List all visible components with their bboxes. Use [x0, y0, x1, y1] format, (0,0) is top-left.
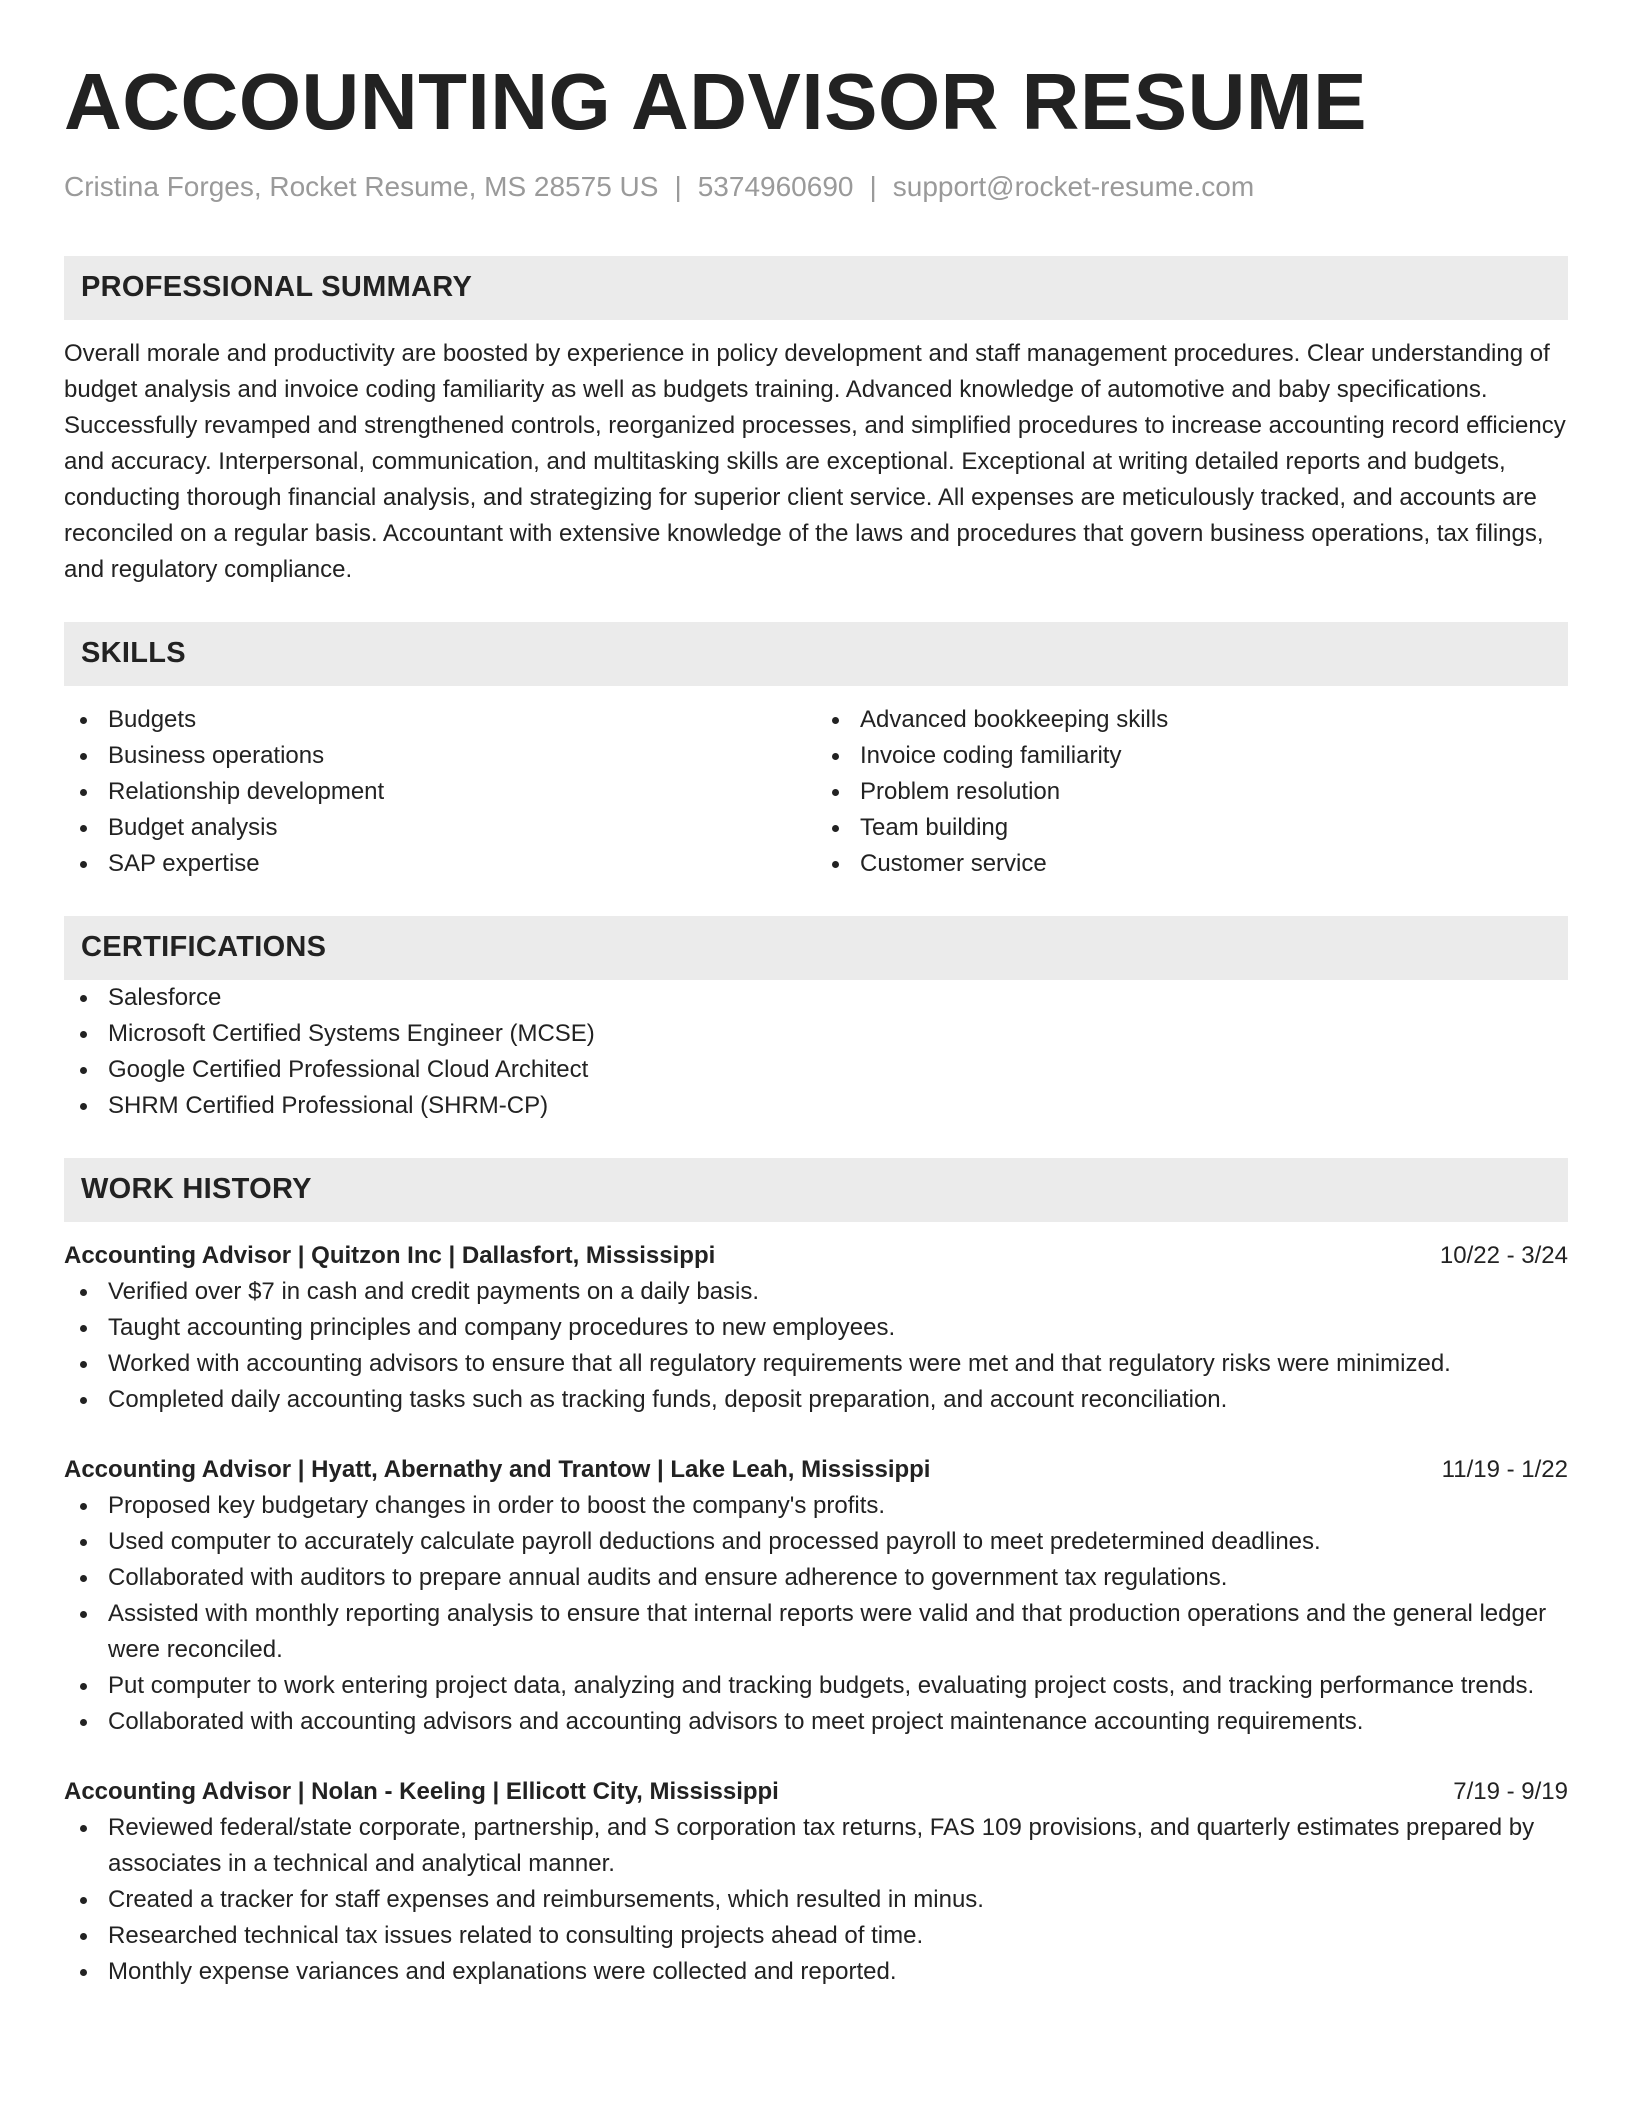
contact-line: [64, 170, 1568, 204]
skill-item: Problem resolution: [816, 774, 1568, 810]
summary-text: Overall morale and productivity are boosted by experience in policy development and staff management procedures. Clear understanding of budget analysis and invoice coding familiarity as well as budgets training. Advanced knowledge of automotive and baby specifications. Successfully revamped and strengthened controls, reorganized processes, and simplified procedures to increase accounting record efficiency and accuracy. Interpersonal, communication, and multitasking skills are exceptional. Exceptional at writing detailed reports and budgets, conducting thorough financial analysis, and strategizing for superior client service. All expenses are meticulously tracked, and accounts are reconciled on a regular basis. Accountant with extensive knowledge of the laws and procedures that govern business operations, tax filings, and regulatory compliance.: [64, 339, 1566, 583]
contact-separator: |: [869, 171, 877, 202]
job-bullets: [64, 1274, 1568, 1418]
job-title: Accounting Advisor | Hyatt, Abernathy and Trantow | Lake Leah, Mississippi: [64, 1455, 931, 1483]
contact-address: Cristina Forges, Rocket Resume, MS 28575 US: [64, 171, 659, 202]
contact-separator: |: [674, 171, 682, 202]
job-header: [64, 1238, 1568, 1274]
skills-grid: [64, 702, 1568, 882]
skills-list-left: [64, 702, 816, 882]
job-header: [64, 1452, 1568, 1488]
contact-email: support@rocket-resume.com: [892, 171, 1255, 202]
job-bullet: Monthly expense variances and explanations were collected and reported.: [64, 1954, 1568, 1990]
job-title: Accounting Advisor | Nolan - Keeling | Ellicott City, Mississippi: [64, 1777, 779, 1805]
skill-item: Business operations: [64, 738, 816, 774]
section-header-skills: SKILLS: [64, 622, 1568, 686]
job-bullet: Researched technical tax issues related to consulting projects ahead of time.: [64, 1918, 1568, 1954]
job-bullet: Assisted with monthly reporting analysis to ensure that internal reports were valid and that production operations and the general ledger were reconciled.: [64, 1596, 1568, 1668]
skill-item: Budget analysis: [64, 810, 816, 846]
job-bullet: Reviewed federal/state corporate, partnership, and S corporation tax returns, FAS 109 provisions, and quarterly estimates prepared by associates in a technical and analytical manner.: [64, 1810, 1568, 1882]
skill-item: Relationship development: [64, 774, 816, 810]
skill-item: SAP expertise: [64, 846, 816, 882]
job-entry: [64, 1452, 1568, 1740]
certification-item: Salesforce: [64, 980, 1568, 1016]
job-bullet: Collaborated with accounting advisors and accounting advisors to meet project maintenance accounting requirements.: [64, 1704, 1568, 1740]
job-entry: [64, 1774, 1568, 1990]
job-bullet: Verified over $7 in cash and credit payments on a daily basis.: [64, 1274, 1568, 1310]
job-bullet: Used computer to accurately calculate payroll deductions and processed payroll to meet predetermined deadlines.: [64, 1524, 1568, 1560]
skill-item: Advanced bookkeeping skills: [816, 702, 1568, 738]
job-bullet: Put computer to work entering project data, analyzing and tracking budgets, evaluating project costs, and tracking performance trends.: [64, 1668, 1568, 1704]
section-header-work-history: WORK HISTORY: [64, 1158, 1568, 1222]
resume-title: ACCOUNTING ADVISOR RESUME: [64, 57, 1367, 146]
job-dates: 7/19 - 9/19: [1453, 1777, 1568, 1805]
job-title: Accounting Advisor | Quitzon Inc | Dallasfort, Mississippi: [64, 1241, 716, 1269]
section-header-certifications: CERTIFICATIONS: [64, 916, 1568, 980]
skill-item: Customer service: [816, 846, 1568, 882]
job-dates: 11/19 - 1/22: [1441, 1455, 1568, 1483]
job-dates: 10/22 - 3/24: [1439, 1241, 1568, 1269]
job-bullet: Created a tracker for staff expenses and reimbursements, which resulted in minus.: [64, 1882, 1568, 1918]
certification-item: SHRM Certified Professional (SHRM-CP): [64, 1088, 1568, 1124]
job-header: [64, 1774, 1568, 1810]
job-bullets: [64, 1810, 1568, 1990]
job-bullet: Collaborated with auditors to prepare annual audits and ensure adherence to government tax regulations.: [64, 1560, 1568, 1596]
job-bullet: Proposed key budgetary changes in order to boost the company's profits.: [64, 1488, 1568, 1524]
job-entry: [64, 1238, 1568, 1418]
skill-item: Team building: [816, 810, 1568, 846]
skill-item: Budgets: [64, 702, 816, 738]
certifications-list: [64, 980, 1568, 1124]
section-header-summary: PROFESSIONAL SUMMARY: [64, 256, 1568, 320]
contact-phone: 5374960690: [697, 171, 854, 202]
certification-item: Microsoft Certified Systems Engineer (MCSE): [64, 1016, 1568, 1052]
job-bullet: Completed daily accounting tasks such as tracking funds, deposit preparation, and account reconciliation.: [64, 1382, 1568, 1418]
certification-item: Google Certified Professional Cloud Architect: [64, 1052, 1568, 1088]
job-bullet: Worked with accounting advisors to ensure that all regulatory requirements were met and that regulatory risks were minimized.: [64, 1346, 1568, 1382]
job-bullets: [64, 1488, 1568, 1740]
job-bullet: Taught accounting principles and company procedures to new employees.: [64, 1310, 1568, 1346]
skills-list-right: [816, 702, 1568, 882]
skill-item: Invoice coding familiarity: [816, 738, 1568, 774]
